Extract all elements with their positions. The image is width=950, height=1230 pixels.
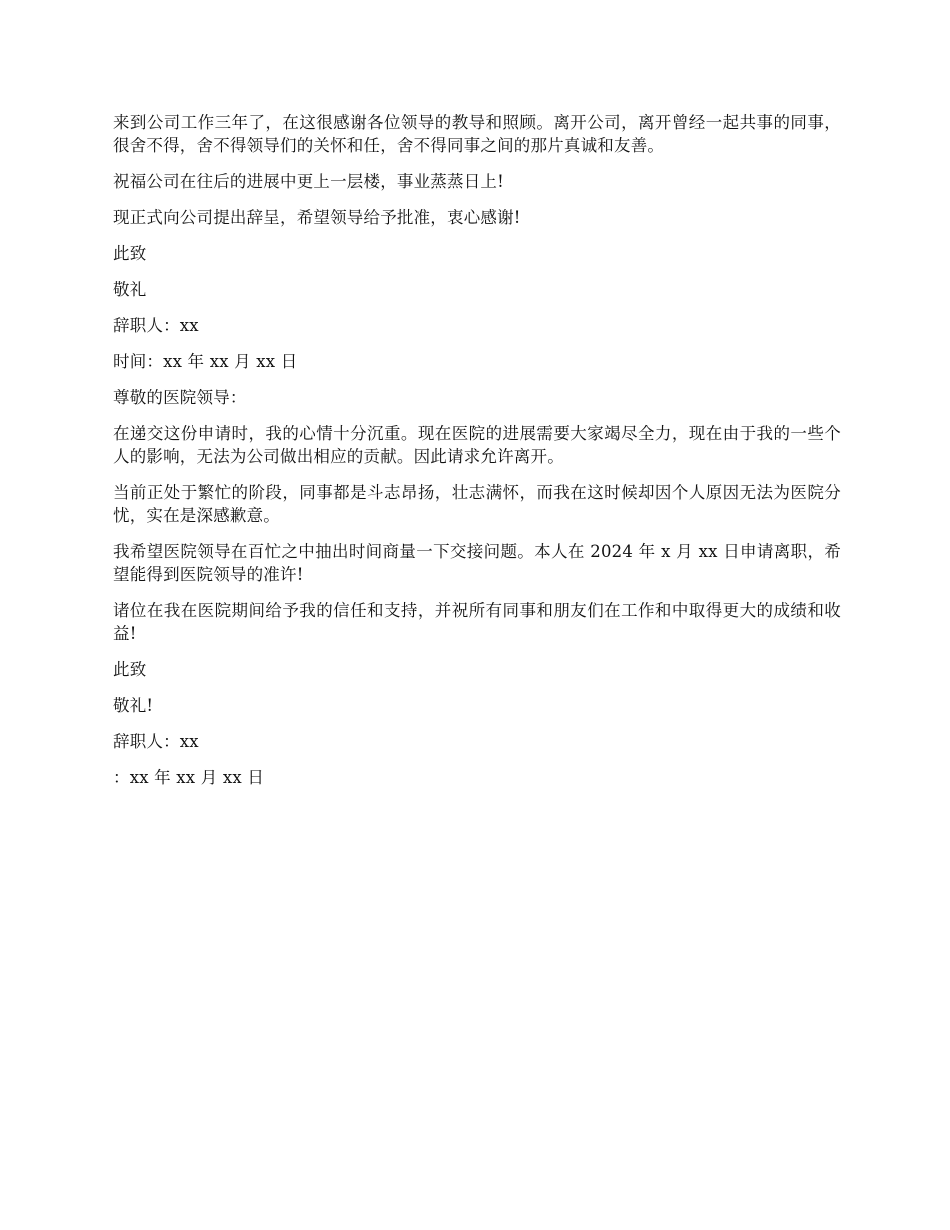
closing-salutation: 此致 [113,244,147,263]
paragraph-gratitude: 来到公司工作三年了，在这很感谢各位领导的教导和照顾。离开公司，离开曾经一起共事的同事，很舍不得，舍不得领导们的关怀和任，舍不得同事之间的那片真诚和友善。 [113,113,841,155]
closing-regards-2: 敬礼! [113,696,154,715]
document-page [113,111,841,802]
paragraph-blessing: 祝福公司在往后的进展中更上一层楼，事业蒸蒸日上! [113,172,504,191]
signature-name: 辞职人：xx [113,316,199,335]
paragraph-apology: 当前正处于繁忙的阶段，同事都是斗志昂扬，壮志满怀，而我在这时候却因个人原因无法为医院分忧，实在是深感歉意。 [113,483,841,525]
paragraph-heavy-heart: 在递交这份申请时，我的心情十分沉重。现在医院的进展需要大家竭尽全力，现在由于我的一些个人的影响，无法为公司做出相应的贡献。因此请求允许离开。 [113,424,841,466]
signature-date-2: ：xx 年 xx 月 xx 日 [113,768,265,787]
paragraph-resignation-request: 现正式向公司提出辞呈，希望领导给予批准，衷心感谢! [113,208,521,227]
signature-name-2: 辞职人：xx [113,732,199,751]
letter-greeting: 尊敬的医院领导： [113,388,247,407]
closing-salutation-2: 此致 [113,660,147,679]
paragraph-thanks: 诸位在我在医院期间给予我的信任和支持，并祝所有同事和朋友们在工作和中取得更大的成绩和收益! [113,601,841,643]
closing-regards: 敬礼 [113,280,147,299]
paragraph-handover: 我希望医院领导在百忙之中抽出时间商量一下交接问题。本人在 2024 年 x 月 xx 日申请离职，希望能得到医院领导的准许! [113,542,841,584]
signature-date: 时间：xx 年 xx 月 xx 日 [113,352,298,371]
